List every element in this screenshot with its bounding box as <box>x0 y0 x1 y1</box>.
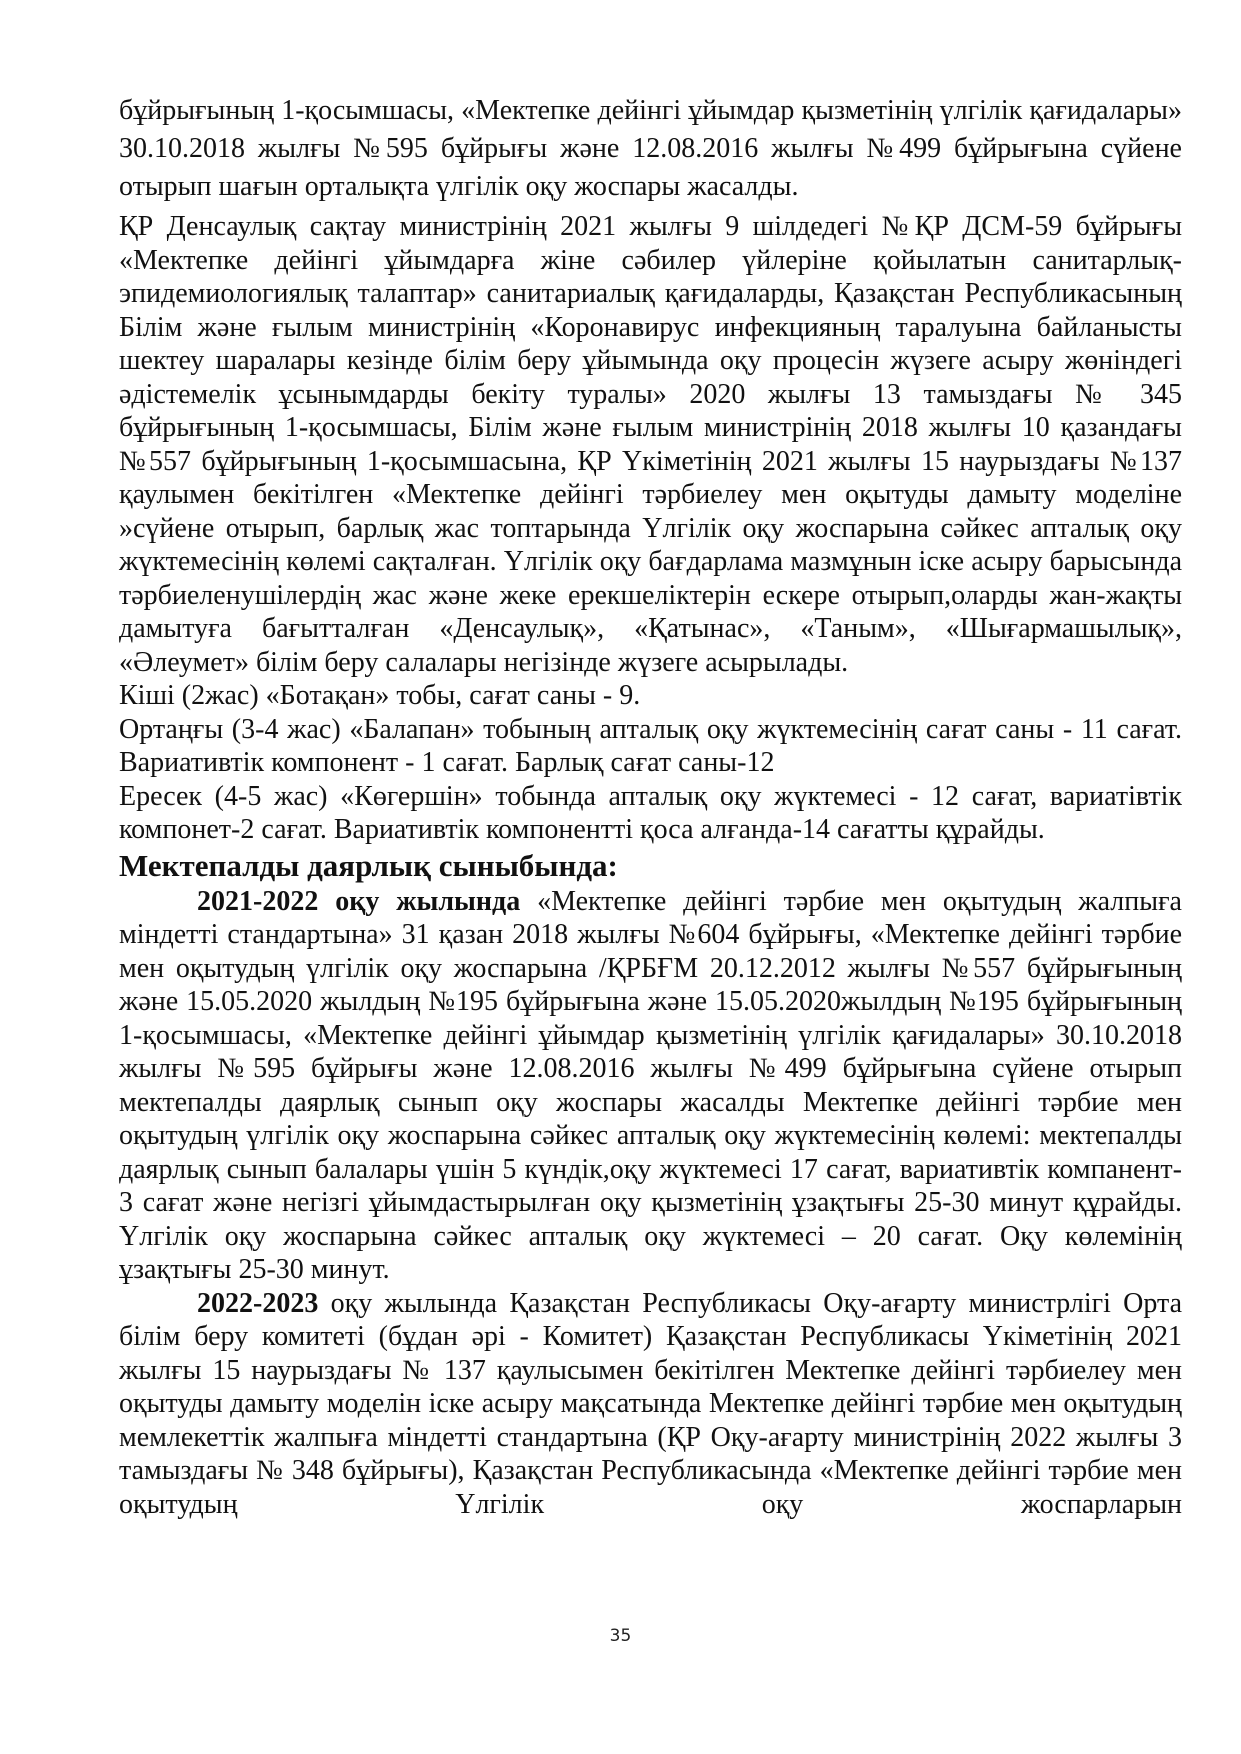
section-heading: Мектепалды даярлық сыныбында: <box>119 847 618 883</box>
paragraph-group-balapan: Ортаңғы (3-4 жас) «Балапан» тобының апталық оқу жүктемесінің сағат саны - 11 сағат. Вариативтік компонент - 1 сағат. Барлық сағат саны-12 <box>119 713 1182 778</box>
year-lead-2021: 2021-2022 оқу жылында <box>197 885 521 917</box>
page-number: 35 <box>609 1626 632 1646</box>
paragraph-group-botakan: Кіші (2жас) «Ботақан» тобы, сағат саны - 9. <box>119 680 641 711</box>
year-lead-2022: 2022-2023 <box>197 1287 319 1319</box>
paragraph-2022-body: оқу жылында Қазақстан Республикасы Оқу-ағарту министрлігі Орта білім беру комитеті (бұдан әрі - Комитет) Қазақстан Республикасы Үкіметінің 2021 жылғы 15 наурыздағы № 137 қаулысымен бекітілген Мектепке дейінгі тәрбиелеу мен оқытуды дамыту моделін іске асыру мақсатында Мектепке дейінгі тәрбие мен оқытудың мемлекеттік жалпыға міндетті стандартына (ҚР Оқу-ағарту министрінің 2022 жылғы 3 тамыздағы № 348 бұйрығы), Қазақстан Республикасында «Мектепке дейінгі тәрбие мен оқытудың Үлгілік оқу жоспарларын <box>119 1287 1182 1520</box>
paragraph-group-kogershin: Ересек (4-5 жас) «Көгершін» тобында апталық оқу жүктемесі - 12 сағат, вариатівтік компонет-2 сағат. Вариативтік компоненттi қоса алғанда-14 сағатты құрайды. <box>119 780 1182 845</box>
paragraph-sanitary-rules: ҚР Денсаулық сақтау министрінің 2021 жылғы 9 шілдедегі №ҚР ДСМ-59 бұйрығы «Мектепке дейінгі ұйымдарға жіне сәбилер үйлеріне қойылатын санитарлық-эпидемиологиялық талаптар» санитариалық қағидаларды, Қазақстан Республикасының Білім және ғылым министрінің «Коронавирус инфекцияның таралуына байланысты шектеу шаралары кезінде білім беру ұйымында оқу процесін жүзеге асыру жөніндегі әдістемелік ұсынымдарды бекіту туралы» 2020 жылғы 13 тамыздағы № 345 бұйрығының 1-қосымшасы, Білім және ғылым министрінің 2018 жылғы 10 қазандағы №557 бұйрығының 1-қосымшасына, ҚР Үкіметінің 2021 жылғы 15 наурыздағы №137 қаулымен бекітілген «Мектепке дейінгі тәрбиелеу мен оқытуды дамыту моделіне »сүйене отырып, барлық жас топтарында Үлгілік оқу жоспарына сәйкес апталық оқу жүктемесінің көлемі сақталған. Үлгілік оқу бағдарлама мазмұнын іске асыру барысында тәрбиеленушілердің жас және жеке ерекшеліктерін ескере отырып,оларды жан-жақты дамытуға бағытталған «Денсаулық», «Қатынас», «Таным», «Шығармашылық», «Әлеумет» білім беру салалары негізінде жүзеге асырылады. <box>119 211 1182 678</box>
paragraph-2021-body: «Мектепке дейінгі тәрбие мен оқытудың жалпыға міндетті стандартына» 31 қазан 2018 жылғы №604 бұйрығы, «Мектепке дейінгі тәрбие мен оқытудың үлгілік оқу жоспарына /ҚРБҒМ 20.12.2012 жылғы №557 бұйрығының және 15.05.2020 жылдың №195 бұйрығына және 15.05.2020жылдың №195 бұйрығының 1-қосымшасы, «Мектепке дейінгі ұйымдар қызметінің үлгілік қағидалары» 30.10.2018 жылғы №595 бұйрығы және 12.08.2016 жылғы №499 бұйрығына сүйене отырып мектепалды даярлық сынып оқу жоспары жасалды Мектепке дейінгі тәрбие мен оқытудың үлгілік оқу жоспарына сәйкес апталық оқу жүктемесінің көлемі: мектепалды даярлық сынып балалары үшін 5 күндік,оқу жүктемесі 17 сағат, вариативтік компанент- 3 сағат және негізгі ұйымдастырылған оқу қызметінің ұзақтығы 25-30 минут құрайды. Үлгілік оқу жоспарына сәйкес апталық оқу жүктемесі – 20 сағат. Оқу көлемінің ұзақтығы 25-30 минут. <box>119 885 1182 1285</box>
paragraph-2022-2023 <box>119 1287 1182 1522</box>
paragraph-2021-2022 <box>119 885 1182 1287</box>
document-page <box>119 92 1182 1521</box>
paragraph-continuation: бұйрығының 1-қосымшасы, «Мектепке дейінгі ұйымдар қызметінің үлгілік қағидалары» 30.10.2018 жылғы №595 бұйрығы және 12.08.2016 жылғы №499 бұйрығына сүйене отырып шағын орталықта үлгілік оқу жоспары жасалды. <box>119 95 1182 202</box>
